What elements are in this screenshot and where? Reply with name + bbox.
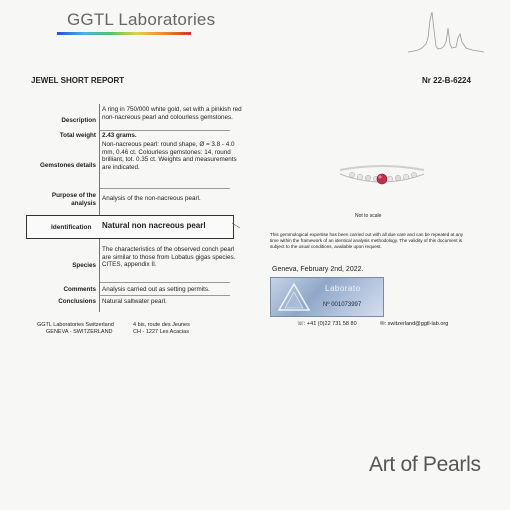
comments-value: Analysis carried out as setting permits. — [102, 286, 210, 293]
description-label: Description — [61, 117, 96, 124]
company-line1: GGTL Laboratories Switzerland — [37, 322, 114, 328]
row-divider — [100, 188, 230, 189]
spectrum-graph-icon — [408, 8, 484, 54]
gemstones-label: Gemstones details — [40, 162, 96, 169]
brand-watermark: Art of Pearls — [369, 453, 481, 476]
disclaimer-text: This gemmological expertise has been carried out with all due care and can be repeated at any time within the framework of an identical analysis methodology. The validity of this document is subject to the usual conditions, available upon request. — [270, 232, 464, 249]
description-value: A ring in 750/000 white gold, set with a pinkish red non-nacreous pearl and colourless gemstones. — [102, 106, 242, 121]
comments-label: Comments — [63, 286, 96, 293]
address-line1: 4 bis, route des Jeunes — [133, 322, 190, 328]
identification-label: Identification — [51, 224, 92, 231]
address-line2: CH - 1227 Les Acacias — [133, 329, 189, 335]
species-value: The characteristics of the observed conch pearl are similar to those from Lobatus gigas species. CITES, appendix II. — [102, 246, 236, 268]
triangle-logo-icon — [277, 282, 311, 312]
contact-phone: ☏: +41 (0)22 731 58 80 — [297, 321, 357, 327]
total-weight-label: Total weight — [59, 132, 96, 139]
report-title: JEWEL SHORT REPORT — [31, 76, 125, 85]
gemstones-value: Non-nacreous pearl: round shape, Ø = 3.8 - 4.0 mm, 0.46 ct. Colourless gemstones: 14, round brilliant, tot. 0.35 ct. Weights and measurements are indicated. — [102, 141, 237, 171]
conclusions-label: Conclusions — [58, 298, 96, 305]
total-weight-value: 2.43 grams. — [102, 132, 137, 139]
logo-color-bar — [57, 32, 191, 35]
identification-value: Natural non nacreous pearl — [102, 221, 206, 230]
company-line2: GENEVA - SWITZERLAND — [46, 329, 113, 335]
species-label: Species — [72, 262, 96, 269]
report-number: Nr 22-B-6224 — [422, 76, 471, 85]
hologram-label: Laborato — [325, 284, 361, 293]
column-divider — [99, 104, 100, 312]
conclusions-value: Natural saltwater pearl. — [102, 298, 167, 305]
ggtl-logo: GGTL Laboratories — [67, 10, 216, 29]
contact-email: ✉: switzerland@ggtl-lab.org — [380, 321, 449, 327]
purpose-value: Analysis of the non-nacreous pearl. — [102, 195, 201, 202]
row-divider — [100, 282, 230, 283]
hologram-number: Nº 001073997 — [323, 302, 362, 308]
scale-note: Not to scale — [355, 213, 382, 219]
ring-image — [336, 160, 428, 190]
row-divider — [100, 295, 230, 296]
row-divider — [100, 130, 230, 131]
purpose-label: Purpose of the analysis — [51, 192, 96, 207]
report-date: Geneva, February 2nd, 2022. — [272, 266, 364, 273]
hologram-seal — [270, 277, 384, 317]
pen-mark-icon — [232, 222, 242, 230]
